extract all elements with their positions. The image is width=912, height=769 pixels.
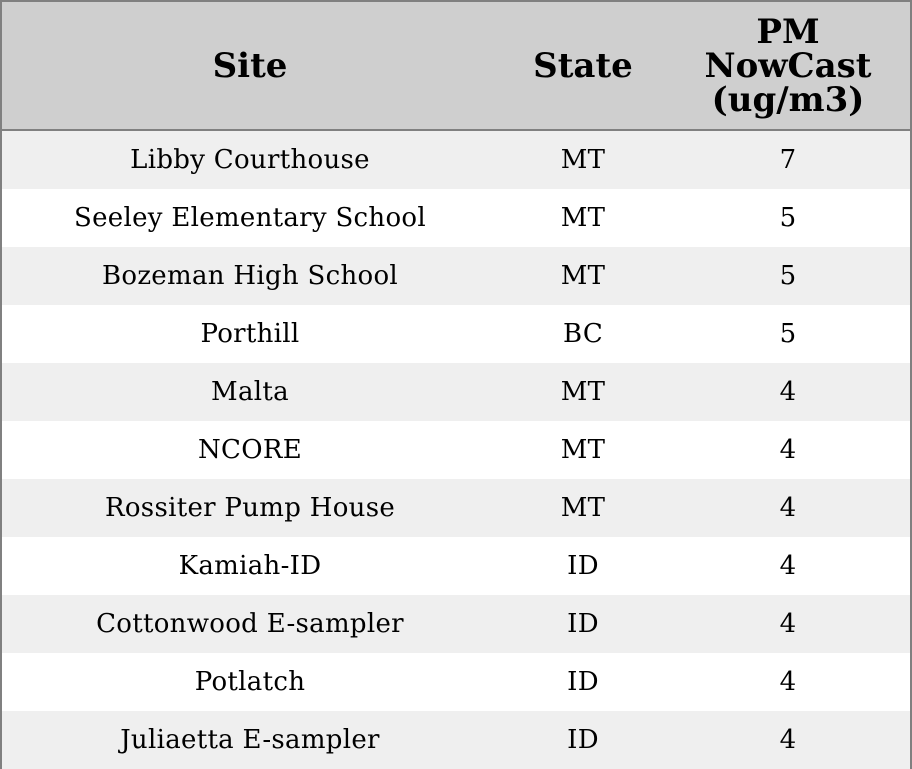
cell-pm-nowcast: 4 bbox=[779, 493, 797, 523]
cell-site: Potlatch bbox=[194, 667, 306, 697]
cell-site: Cottonwood E-sampler bbox=[96, 609, 404, 639]
cell-site: NCORE bbox=[197, 435, 302, 465]
table-body bbox=[2, 131, 910, 769]
cell-pm-nowcast: 4 bbox=[779, 435, 797, 465]
header-pm-nowcast-lines bbox=[704, 11, 872, 120]
cell-state: ID bbox=[567, 725, 599, 755]
table-row bbox=[2, 595, 910, 653]
header-state: State bbox=[533, 45, 633, 86]
cell-pm-nowcast: 5 bbox=[779, 319, 797, 349]
table-row bbox=[2, 247, 910, 305]
table-row bbox=[2, 653, 910, 711]
table-row bbox=[2, 479, 910, 537]
cell-state: ID bbox=[567, 551, 599, 581]
cell-site: Juliaetta E-sampler bbox=[120, 725, 380, 755]
table-row bbox=[2, 363, 910, 421]
cell-state: BC bbox=[562, 319, 604, 349]
table-row bbox=[2, 537, 910, 595]
cell-pm-nowcast: 4 bbox=[779, 725, 797, 755]
cell-state: MT bbox=[560, 435, 606, 465]
cell-state: MT bbox=[560, 145, 606, 175]
header-pm-line-1: PM bbox=[756, 11, 820, 52]
cell-site: Bozeman High School bbox=[101, 261, 399, 291]
cell-state: ID bbox=[567, 609, 599, 639]
cell-pm-nowcast: 4 bbox=[779, 667, 797, 697]
header-pm-line-3: (ug/m3) bbox=[711, 79, 865, 120]
cell-state: MT bbox=[560, 377, 606, 407]
cell-site: Kamiah-ID bbox=[178, 551, 322, 581]
cell-state: MT bbox=[560, 261, 606, 291]
cell-state: MT bbox=[560, 203, 606, 233]
cell-state: MT bbox=[560, 493, 606, 523]
cell-site: Malta bbox=[211, 377, 289, 407]
cell-pm-nowcast: 4 bbox=[779, 609, 797, 639]
table-row bbox=[2, 421, 910, 479]
table-row bbox=[2, 305, 910, 363]
table-header-row bbox=[2, 2, 910, 131]
cell-state: ID bbox=[567, 667, 599, 697]
table-row bbox=[2, 189, 910, 247]
header-site: Site bbox=[212, 45, 288, 86]
cell-pm-nowcast: 5 bbox=[779, 261, 797, 291]
cell-site: Libby Courthouse bbox=[130, 145, 370, 175]
cell-pm-nowcast: 5 bbox=[779, 203, 797, 233]
header-pm-line-2: NowCast bbox=[704, 45, 872, 86]
table-row bbox=[2, 131, 910, 189]
cell-site: Porthill bbox=[200, 319, 300, 349]
cell-site: Rossiter Pump House bbox=[104, 493, 396, 523]
table-row bbox=[2, 711, 910, 769]
cell-pm-nowcast: 7 bbox=[779, 145, 797, 175]
cell-pm-nowcast: 4 bbox=[779, 377, 797, 407]
cell-pm-nowcast: 4 bbox=[779, 551, 797, 581]
header-pm-nowcast bbox=[686, 2, 890, 129]
cell-site: Seeley Elementary School bbox=[74, 203, 426, 233]
